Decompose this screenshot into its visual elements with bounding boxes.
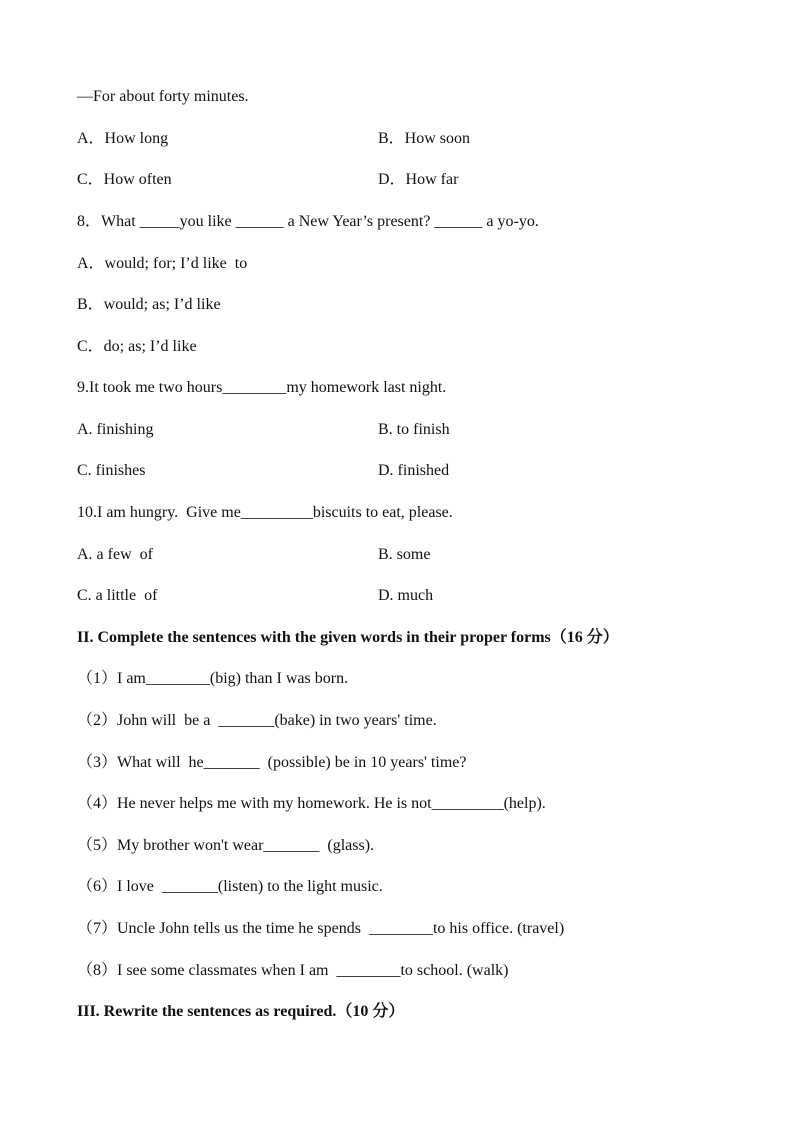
section-2-item-3: （3）What will he_______ (possible) be in 10 years' time?: [77, 754, 467, 771]
q9-option-c: C. finishes: [77, 462, 146, 479]
section-2-item-5: （5）My brother won't wear_______ (glass).: [77, 837, 375, 854]
q10-option-c: C. a little of: [77, 587, 158, 604]
q9-option-b: B. to finish: [378, 421, 450, 438]
q8-option-b: B．would; as; I’d like: [77, 296, 221, 313]
section-2-item-2: （2）John will be a _______(bake) in two years' time.: [77, 712, 437, 729]
q7-answer-line: —For about forty minutes.: [77, 88, 249, 105]
section-2-heading: II. Complete the sentences with the given words in their proper forms（16 分）: [77, 629, 619, 646]
q9-option-a: A. finishing: [77, 421, 154, 438]
q8-option-a: A．would; for; I’d like to: [77, 255, 248, 272]
q10-option-a: A. a few of: [77, 546, 153, 563]
q7-option-c: C．How often: [77, 171, 172, 188]
q9-stem: 9.It took me two hours________my homework last night.: [77, 379, 447, 396]
section-2-item-6: （6）I love _______(listen) to the light music.: [77, 878, 383, 895]
section-2-item-7: （7）Uncle John tells us the time he spends ________to his office. (travel): [77, 920, 565, 937]
q7-option-a: A．How long: [77, 130, 169, 147]
q8-option-c: C．do; as; I’d like: [77, 338, 197, 355]
section-2-item-1: （1）I am________(big) than I was born.: [77, 670, 349, 687]
q10-option-d: D. much: [378, 587, 434, 604]
section-2-item-8: （8）I see some classmates when I am ________to school. (walk): [77, 962, 509, 979]
section-3-heading: III. Rewrite the sentences as required.（10 分）: [77, 1003, 405, 1020]
q7-option-b: B．How soon: [378, 130, 471, 147]
q7-option-d: D．How far: [378, 171, 459, 188]
q10-option-b: B. some: [378, 546, 431, 563]
q9-option-d: D. finished: [378, 462, 450, 479]
q10-stem: 10.I am hungry. Give me_________biscuits to eat, please.: [77, 504, 453, 521]
section-2-item-4: （4）He never helps me with my homework. He is not_________(help).: [77, 795, 546, 812]
q8-stem: 8．What _____you like ______ a New Year’s present? ______ a yo-yo.: [77, 213, 539, 230]
